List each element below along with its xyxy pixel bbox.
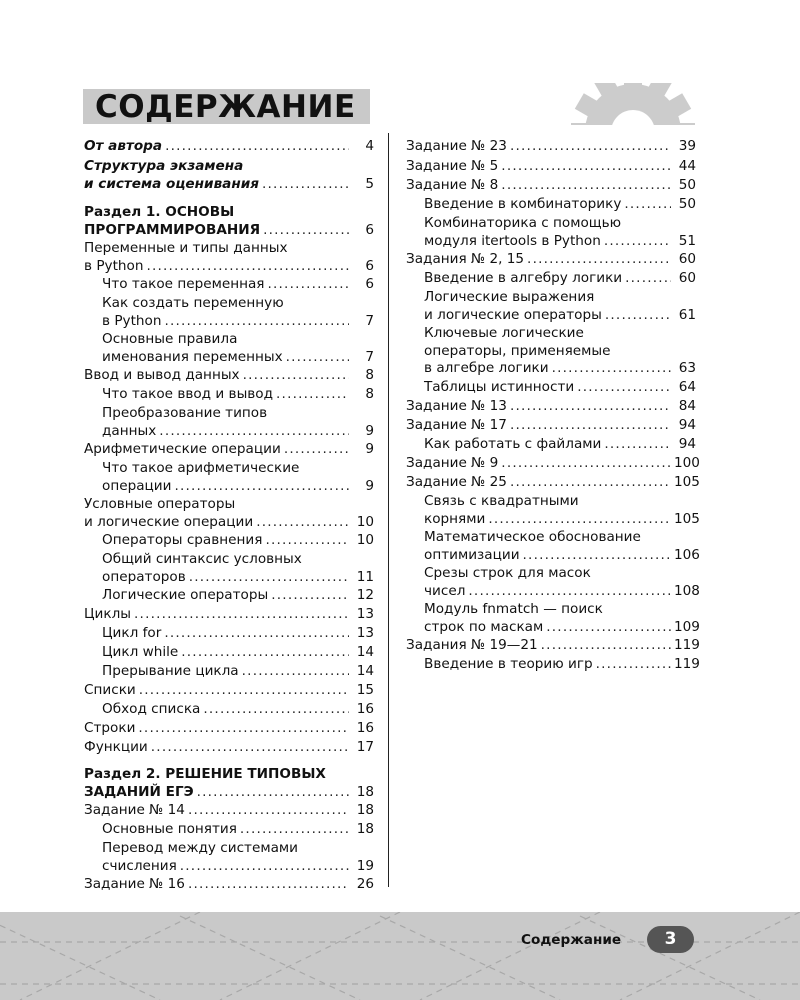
toc-page-number: 16 <box>356 720 374 736</box>
toc-page-number: 14 <box>356 663 374 679</box>
dot-leader <box>541 637 671 655</box>
toc-entry <box>84 138 374 156</box>
toc-entry-text: Операторы сравнения <box>102 532 263 548</box>
toc-entry <box>84 720 374 738</box>
toc-entry-text: От автора <box>84 138 163 154</box>
dot-leader <box>527 251 671 269</box>
toc-page-number: 108 <box>674 582 700 599</box>
toc-entry <box>424 436 696 454</box>
toc-entry <box>406 455 700 473</box>
toc-page-number: 14 <box>356 644 374 660</box>
toc-entry-text: Задание № 25 <box>406 474 507 490</box>
toc-entry-text: ЗАДАНИЙ ЕГЭ <box>84 783 194 800</box>
toc-entry <box>102 663 374 681</box>
toc-entry-text: Обход списка <box>102 701 201 717</box>
toc-entry-text: Строки <box>84 720 136 736</box>
toc-entry-text: Задания № 2, 15 <box>406 251 525 267</box>
toc-entry <box>84 876 374 894</box>
dot-leader <box>510 398 671 416</box>
dot-leader <box>242 663 349 681</box>
toc-entry-text: Арифметические операции <box>84 441 281 457</box>
dot-leader <box>159 423 349 441</box>
dot-leader <box>197 784 349 802</box>
gear-icon <box>568 83 698 125</box>
dot-leader <box>267 276 349 294</box>
toc-entry <box>406 398 696 416</box>
toc-entry <box>406 474 700 492</box>
toc-page-number: 50 <box>678 177 696 193</box>
toc-entry-text: Математическое обоснование <box>424 529 641 545</box>
toc-page-number: 4 <box>365 138 374 154</box>
dot-leader <box>256 514 349 532</box>
dot-leader <box>188 802 349 820</box>
toc-entry-text: Основные понятия <box>102 821 237 837</box>
toc-page-number: 6 <box>365 276 374 292</box>
toc-entry-text: операторов <box>102 568 186 585</box>
toc-entry-text: Раздел 1. ОСНОВЫ <box>84 204 235 220</box>
toc-entry <box>84 204 374 239</box>
toc-entry-text: Преобразование типов <box>102 405 268 421</box>
toc-entry-text: Что такое переменная <box>102 276 265 292</box>
toc-page-number: 12 <box>356 587 374 603</box>
toc-entry <box>84 496 374 531</box>
toc-entry-text: Списки <box>84 682 136 698</box>
toc-entry-text: данных <box>102 422 157 439</box>
toc-entry-text: в Python <box>102 312 162 329</box>
dot-leader <box>596 656 671 674</box>
toc-entry-text: Что такое арифметические <box>102 460 300 476</box>
running-footer: Содержание <box>521 932 622 948</box>
toc-entry-text: Перевод между системами <box>102 840 298 856</box>
toc-entry-text: и логические операторы <box>424 306 602 323</box>
toc-entry-text: в алгебре логики <box>424 360 549 376</box>
toc-entry <box>102 460 374 495</box>
toc-entry-text: Переменные и типы данных <box>84 240 288 256</box>
dot-leader <box>468 583 671 601</box>
toc-entry-text: Задание № 9 <box>406 455 499 471</box>
dot-leader <box>523 547 671 565</box>
toc-entry <box>84 240 374 275</box>
dot-leader <box>510 474 671 492</box>
toc-page-number: 7 <box>365 312 374 329</box>
dot-leader <box>488 511 671 529</box>
dot-leader <box>501 177 671 195</box>
toc-entry-text: именования переменных <box>102 348 283 365</box>
toc-page-number: 9 <box>365 477 374 494</box>
toc-entry-text: Введение в комбинаторику <box>424 196 622 212</box>
toc-page-number: 18 <box>356 783 374 800</box>
toc-entry <box>102 276 374 294</box>
dot-leader <box>276 386 349 404</box>
toc-page-number: 10 <box>356 532 374 548</box>
toc-entry-text: Комбинаторика с помощью <box>424 215 622 231</box>
toc-entry-text: Ввод и вывод данных <box>84 367 240 383</box>
page-number: 3 <box>647 926 694 953</box>
dot-leader <box>284 441 349 459</box>
toc-page-number: 94 <box>678 417 696 433</box>
toc-entry <box>424 196 696 214</box>
toc-entry-text: операторы, применяемые <box>424 342 611 359</box>
toc-entry <box>424 379 696 397</box>
toc-page-number: 51 <box>678 232 696 249</box>
toc-entry <box>102 644 374 662</box>
toc-page-number: 60 <box>678 270 696 286</box>
dot-leader <box>181 644 349 662</box>
toc-entry <box>424 325 696 378</box>
toc-entry-text: чисел <box>424 582 466 599</box>
toc-page-number: 50 <box>678 196 696 212</box>
toc-page-number: 8 <box>365 367 374 383</box>
toc-page-number: 94 <box>678 436 696 452</box>
toc-page-number: 109 <box>674 618 700 635</box>
toc-entry-text: и система оценивания <box>84 175 259 192</box>
toc-entry <box>102 331 374 366</box>
toc-page-number: 11 <box>356 568 374 585</box>
toc-page-number: 100 <box>674 455 700 471</box>
toc-page-number: 15 <box>356 682 374 698</box>
toc-entry-text: Связь с квадратными <box>424 493 579 509</box>
dot-leader <box>546 619 671 637</box>
dot-leader <box>138 720 349 738</box>
toc-entry-text: Логические выражения <box>424 289 595 305</box>
toc-page-number: 44 <box>678 158 696 174</box>
toc-entry <box>102 532 374 550</box>
toc-entry-text: Цикл while <box>102 644 179 660</box>
toc-page-number: 7 <box>365 348 374 365</box>
toc-page-number: 6 <box>365 257 374 274</box>
toc-entry-text: Основные правила <box>102 331 238 347</box>
toc-entry <box>84 367 374 385</box>
toc-page-number: 9 <box>365 441 374 457</box>
dot-leader <box>151 739 349 757</box>
toc-page-number: 5 <box>365 175 374 192</box>
toc-entry-text: Таблицы истинности <box>424 379 575 395</box>
dot-leader <box>625 270 671 288</box>
toc-entry <box>406 138 696 156</box>
toc-page-number: 13 <box>356 625 374 641</box>
toc-entry-text: Как создать переменную <box>102 295 284 311</box>
dot-leader <box>165 138 349 156</box>
toc-entry <box>406 417 696 435</box>
toc-page-number: 18 <box>356 802 374 818</box>
dot-leader <box>164 625 349 643</box>
toc-page-number: 18 <box>356 821 374 837</box>
toc-entry <box>406 158 696 176</box>
dot-leader <box>174 478 349 496</box>
toc-page-number: 16 <box>356 701 374 717</box>
toc-entry-text: Задание № 17 <box>406 417 507 433</box>
toc-entry-text: Задания № 19—21 <box>406 637 538 653</box>
dot-leader <box>243 367 349 385</box>
toc-entry-text: Задание № 14 <box>84 802 185 818</box>
dot-leader <box>134 606 349 624</box>
toc-page-number: 6 <box>365 221 374 238</box>
dot-leader <box>501 158 671 176</box>
toc-page-number: 10 <box>356 513 374 530</box>
toc-entry-text: Задание № 5 <box>406 158 499 174</box>
toc-entry-text: Модуль fnmatch — поиск <box>424 601 603 617</box>
dot-leader <box>263 222 349 240</box>
dot-leader <box>189 569 349 587</box>
toc-entry-text: оптимизации <box>424 546 520 563</box>
dot-leader <box>164 313 349 331</box>
toc-entry <box>84 802 374 820</box>
toc-entry-text: корнями <box>424 510 486 527</box>
toc-entry <box>84 682 374 700</box>
toc-entry-text: модуля itertools в Python <box>424 232 601 249</box>
toc-page-number: 106 <box>674 546 700 563</box>
toc-entry <box>406 637 700 655</box>
toc-entry <box>84 739 374 757</box>
toc-page-number: 63 <box>678 360 696 376</box>
dot-leader <box>265 532 349 550</box>
toc-entry <box>102 840 374 875</box>
toc-page-number: 13 <box>356 606 374 622</box>
toc-page-number: 39 <box>678 138 696 154</box>
toc-entry-text: Структура экзамена <box>84 158 244 174</box>
toc-page-number: 17 <box>356 739 374 755</box>
column-divider <box>388 133 389 887</box>
dot-leader <box>203 701 349 719</box>
toc-entry <box>102 587 374 605</box>
toc-entry <box>424 565 700 600</box>
toc-entry-text: Задание № 8 <box>406 177 499 193</box>
dot-leader <box>188 876 349 894</box>
toc-entry <box>406 177 696 195</box>
toc-entry <box>102 551 374 586</box>
toc-entry <box>102 386 374 404</box>
dot-leader <box>139 682 349 700</box>
toc-entry <box>102 295 374 330</box>
dot-leader <box>577 379 671 397</box>
toc-entry <box>424 289 696 324</box>
dot-leader <box>262 176 349 194</box>
toc-page-number: 9 <box>365 422 374 439</box>
dot-leader <box>604 436 671 454</box>
dot-leader <box>624 196 671 214</box>
toc-page-number: 105 <box>674 474 700 490</box>
toc-entry-text: и логические операции <box>84 513 254 530</box>
dot-leader <box>240 821 349 839</box>
toc-entry-text: Условные операторы <box>84 496 236 512</box>
toc-entry <box>102 625 374 643</box>
toc-entry-text: Что такое ввод и вывод <box>102 386 274 402</box>
toc-entry-text: Задание № 16 <box>84 876 185 892</box>
toc-entry-text: счисления <box>102 857 177 874</box>
toc-entry-text: ПРОГРАММИРОВАНИЯ <box>84 221 261 238</box>
toc-page-number: 119 <box>674 637 700 653</box>
dot-leader <box>271 587 349 605</box>
dot-leader <box>510 417 671 435</box>
toc-entry-text: Циклы <box>84 606 132 622</box>
toc-entry <box>84 766 374 801</box>
dot-leader <box>510 138 671 156</box>
toc-entry <box>84 441 374 459</box>
toc-page-number: 8 <box>365 386 374 402</box>
toc-entry <box>84 606 374 624</box>
toc-entry-text: в Python <box>84 257 144 274</box>
dot-leader <box>180 858 349 876</box>
toc-entry <box>424 270 696 288</box>
toc-entry-text: Задание № 13 <box>406 398 507 414</box>
toc-entry-text: Общий синтаксис условных <box>102 551 302 567</box>
toc-page-number: 26 <box>356 876 374 892</box>
toc-entry <box>424 656 700 674</box>
page-title: СОДЕРЖАНИЕ <box>95 89 356 125</box>
toc-page-number: 64 <box>678 379 696 395</box>
toc-entry-text: Функции <box>84 739 148 755</box>
toc-entry <box>102 405 374 440</box>
toc-entry <box>424 601 700 636</box>
toc-entry-text: операции <box>102 477 172 494</box>
toc-page-number: 61 <box>678 306 696 323</box>
toc-page-number: 84 <box>678 398 696 414</box>
toc-entry-text: Задание № 23 <box>406 138 507 154</box>
toc-page-number: 119 <box>674 656 700 672</box>
toc-entry-text: Как работать с файлами <box>424 436 602 452</box>
toc-entry <box>84 158 374 193</box>
toc-entry <box>424 529 700 564</box>
toc-page-number: 60 <box>678 251 696 267</box>
toc-entry <box>102 701 374 719</box>
toc-entry <box>424 493 700 528</box>
toc-entry-text: Введение в теорию игр <box>424 656 593 672</box>
toc-entry-text: строк по маскам <box>424 618 544 635</box>
toc-entry <box>424 215 696 250</box>
toc-entry-text: Ключевые логические <box>424 325 584 341</box>
toc-page-number: 105 <box>674 510 700 527</box>
toc-entry <box>102 821 374 839</box>
dot-leader <box>605 307 671 325</box>
toc-entry-text: Цикл for <box>102 625 162 641</box>
toc-entry-text: Логические операторы <box>102 587 269 603</box>
toc-entry <box>406 251 696 269</box>
toc-entry-text: Введение в алгебру логики <box>424 270 623 286</box>
toc-entry-text: Срезы строк для масок <box>424 565 591 581</box>
toc-page-number: 19 <box>356 857 374 874</box>
toc-entry-text: Раздел 2. РЕШЕНИЕ ТИПОВЫХ <box>84 766 326 782</box>
dot-leader <box>552 360 671 378</box>
dot-leader <box>146 258 349 276</box>
toc-entry-text: Прерывание цикла <box>102 663 239 679</box>
dot-leader <box>286 349 349 367</box>
dot-leader <box>604 233 671 251</box>
dot-leader <box>501 455 671 473</box>
